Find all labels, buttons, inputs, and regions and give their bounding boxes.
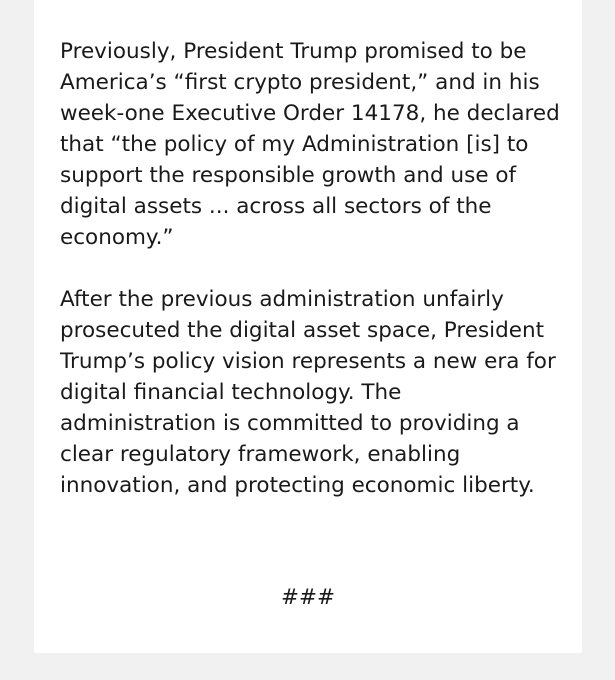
- paragraph-policy-vision: [60, 284, 560, 501]
- paragraph-line: Previously, President Trump promised to be: [60, 39, 527, 64]
- paragraph-line: administration is committed to providing a: [60, 411, 520, 436]
- paragraph-line: that “the policy of my Administration [is] to: [60, 132, 529, 157]
- paragraph-line: prosecuted the digital asset space, President: [60, 318, 545, 343]
- paragraph-line: Trump’s policy vision represents a new era for: [60, 349, 556, 374]
- paragraph-line: After the previous administration unfairly: [60, 287, 504, 312]
- paragraph-line: America’s “first crypto president,” and in his: [60, 70, 540, 95]
- paragraph-line: support the responsible growth and use of: [60, 163, 517, 188]
- paragraph-line: digital assets ... across all sectors of the: [60, 194, 492, 219]
- paragraph-line: week-one Executive Order 14178, he declared: [60, 101, 560, 126]
- paragraph-line: innovation, and protecting economic liberty.: [60, 473, 535, 498]
- document-page: [34, 0, 582, 653]
- end-mark: ###: [280, 585, 336, 610]
- paragraph-line: economy.”: [60, 225, 174, 250]
- paragraph-line: clear regulatory framework, enabling: [60, 442, 461, 467]
- paragraph-crypto-president: [60, 36, 560, 253]
- document-body: [60, 36, 560, 532]
- paragraph-line: digital financial technology. The: [60, 380, 402, 405]
